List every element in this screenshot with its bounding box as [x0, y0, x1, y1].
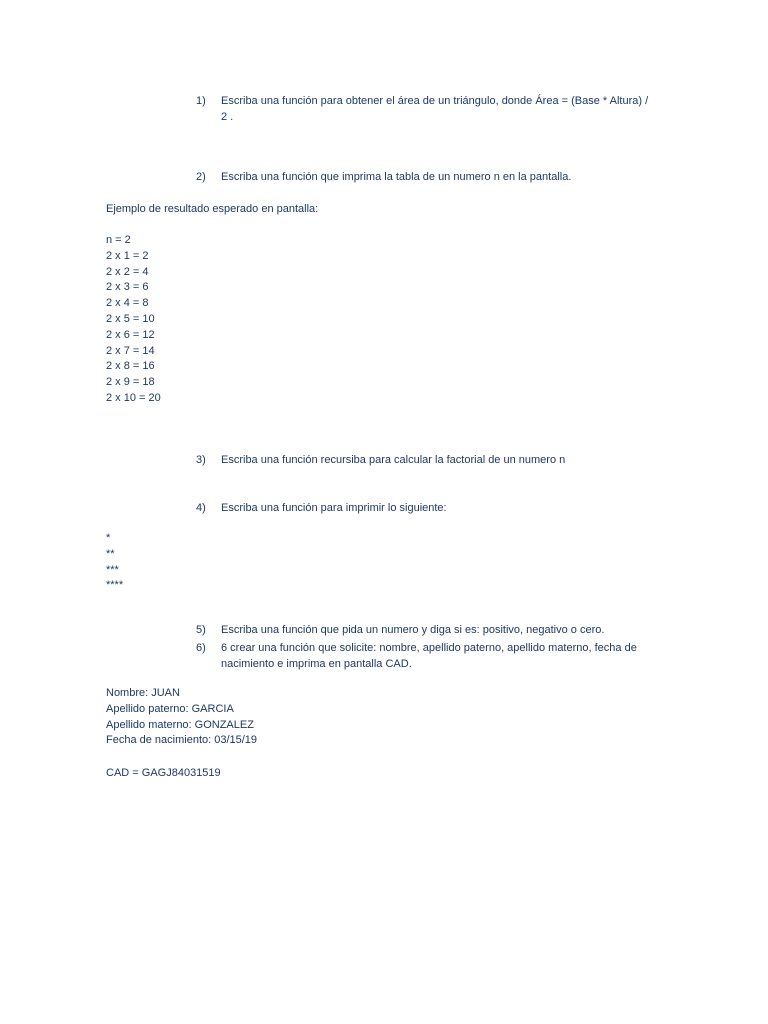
example-output [106, 233, 666, 407]
exercise-number: 6) [196, 642, 206, 654]
output-line: 2 x 5 = 10 [106, 312, 155, 325]
person-apellido-materno: Apellido materno: GONZALEZ [106, 718, 254, 731]
output-line: n = 2 [106, 234, 131, 246]
output-line: 2 x 10 = 20 [106, 391, 161, 404]
exercise-6 [196, 641, 656, 673]
star-line: *** [106, 563, 119, 576]
cad-result-block [106, 766, 666, 782]
output-line: 2 x 7 = 14 [106, 344, 155, 357]
exercise-text: Escriba una función que imprima la tabla de un numero n en la pantalla. [221, 171, 572, 183]
person-data [106, 686, 666, 749]
exercise-text: 6 crear una función que solicite: nombre, apellido paterno, apellido materno, fecha de nacimiento e imprima en pantalla CAD. [221, 642, 637, 670]
exercise-1 [196, 94, 656, 126]
person-fecha-nacimiento: Fecha de nacimiento: 03/15/19 [106, 734, 258, 747]
output-line: 2 x 8 = 16 [106, 360, 155, 373]
exercise-text: Escriba una función recursiba para calcular la factorial de un numero n [221, 454, 566, 466]
output-line: 2 x 9 = 18 [106, 376, 155, 389]
exercise-text: Escriba una función para obtener el área de un triángulo, donde Área = (Base * Altura) / 2 . [221, 95, 649, 123]
cad-result: CAD = GAGJ84031519 [106, 767, 221, 779]
star-line: * [106, 532, 111, 544]
star-line: ** [106, 547, 115, 560]
exercise-number: 4) [196, 502, 206, 514]
example-heading: Ejemplo de resultado esperado en pantalla: [106, 203, 319, 215]
exercise-5 [196, 623, 656, 639]
output-line: 2 x 4 = 8 [106, 297, 149, 310]
output-line: 2 x 2 = 4 [106, 265, 149, 278]
example-heading-block [106, 202, 666, 218]
output-line: 2 x 3 = 6 [106, 281, 149, 294]
exercise-number: 2) [196, 171, 206, 183]
star-pattern [106, 531, 666, 594]
exercise-text: Escriba una función que pida un numero y diga si es: positivo, negativo o cero. [221, 624, 605, 636]
person-nombre: Nombre: JUAN [106, 687, 180, 699]
output-line: 2 x 1 = 2 [106, 249, 149, 262]
exercise-number: 1) [196, 95, 206, 107]
exercise-text: Escriba una función para imprimir lo siguiente: [221, 502, 447, 514]
exercise-4 [196, 501, 656, 517]
exercise-number: 5) [196, 624, 206, 636]
star-line: **** [106, 579, 124, 592]
exercise-2 [196, 170, 656, 186]
person-apellido-paterno: Apellido paterno: GARCIA [106, 702, 234, 715]
exercise-number: 3) [196, 454, 206, 466]
output-line: 2 x 6 = 12 [106, 328, 155, 341]
exercise-3 [196, 453, 656, 469]
